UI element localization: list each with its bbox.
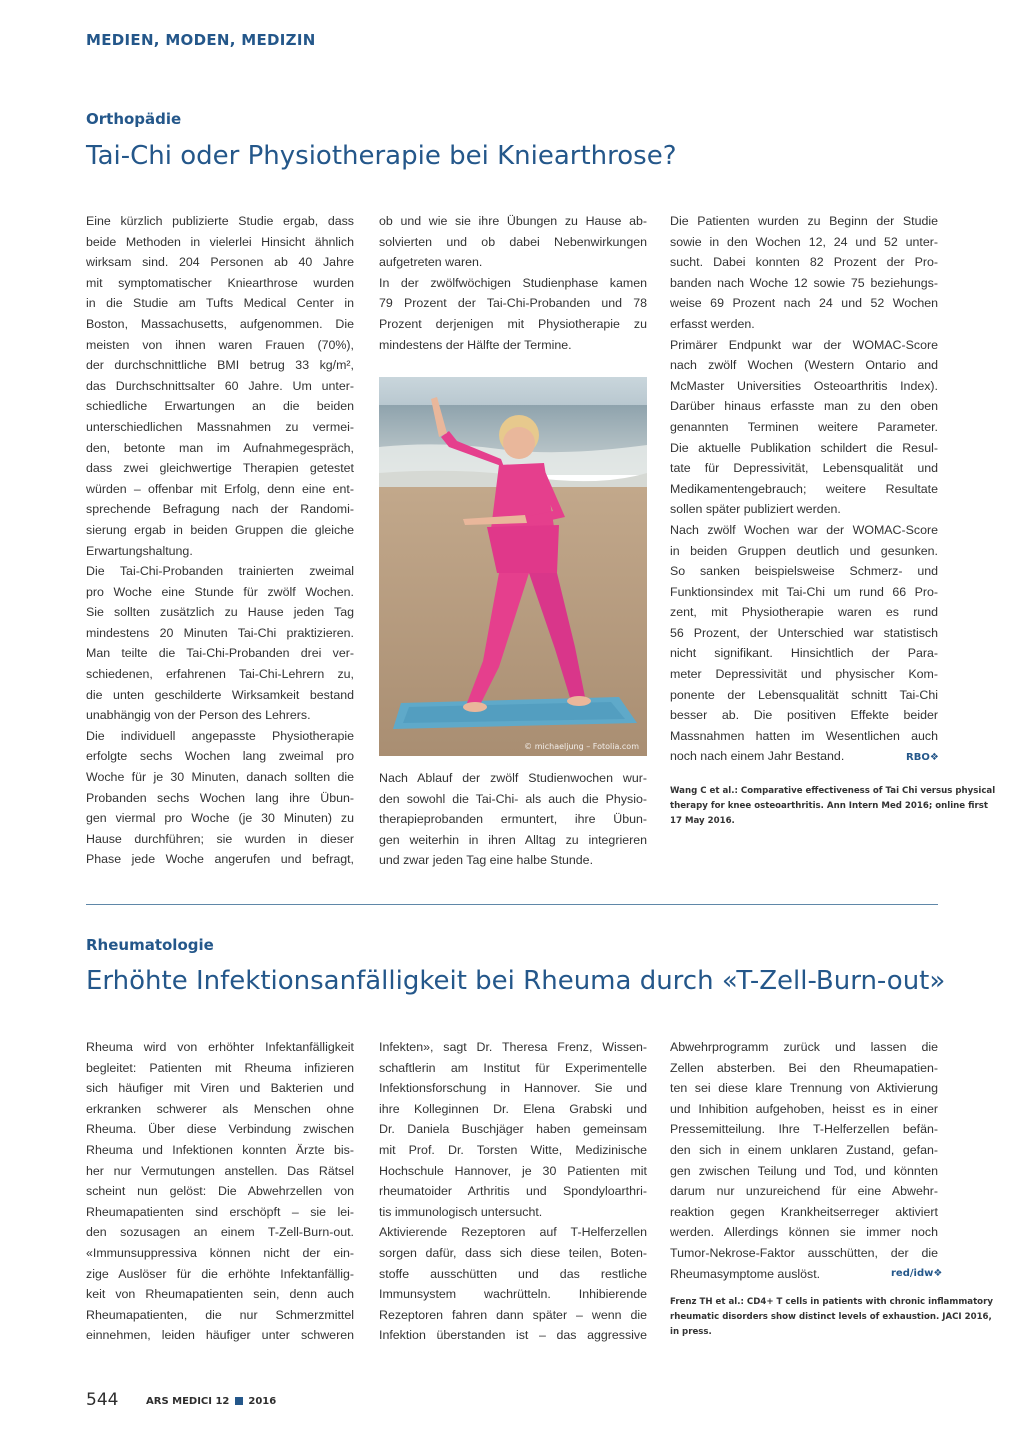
text-line: ponente der Lebensqualität schnitt Tai-Chi bbox=[670, 687, 938, 702]
text-line: Infektionsforschung in Hannover. Sie und bbox=[379, 1081, 647, 1096]
article1-column-2-top bbox=[379, 211, 647, 355]
text-line: erfolgte sechs Wochen lang zweimal pro bbox=[86, 749, 354, 764]
text-line: unabhängig von der Person des Lehrers. bbox=[86, 708, 311, 723]
text-line: dass zwei gleichwertige Therapien getestet bbox=[86, 461, 354, 476]
article1-column-1 bbox=[86, 211, 354, 870]
text-line: Massnahmen hatten im Wesentlichen auch bbox=[670, 728, 938, 743]
text-line: therapieprobanden ermuntert, ihre Übun- bbox=[379, 812, 647, 827]
photo-credit: © michaeljung – Fotolia.com bbox=[524, 742, 639, 751]
text-line: schaftlerin am Institut für Experimentelle bbox=[379, 1060, 647, 1075]
text-line: Aktivierende Rezeptoren auf T-Helferzellen bbox=[379, 1225, 647, 1240]
text-line: Funktionsindex mit Tai-Chi um rund 66 Pro- bbox=[670, 584, 938, 599]
text-line: Boston, Massachusetts, aufgenommen. Die bbox=[86, 316, 354, 331]
text-line: Rheuma wird von erhöhter Infektanfälligkeit bbox=[86, 1040, 354, 1054]
text-line: in beiden Gruppen deutlich und gesunken. bbox=[670, 543, 938, 558]
text-line: aufgetreten waren. bbox=[379, 255, 483, 270]
text-line: erfasst werden. bbox=[670, 316, 755, 331]
text-line: «Immunsuppressiva können nicht der ein- bbox=[86, 1245, 354, 1260]
article1-signature: RBO❖ bbox=[906, 752, 939, 763]
text-line: therapy for knee osteoarthritis. Ann Intern Med 2016; online first bbox=[670, 801, 988, 811]
article2-column-1 bbox=[86, 1037, 354, 1346]
text-line: Infekten», sagt Dr. Theresa Frenz, Wissen- bbox=[379, 1040, 647, 1054]
text-line: die unten geschilderte Wirksamkeit bestand bbox=[86, 687, 354, 702]
text-line: Hause durchführen; sie wurden in dieser bbox=[86, 831, 354, 846]
text-line: Nach Ablauf der zwölf Studienwochen wur- bbox=[379, 771, 647, 785]
text-line: Woche für je 30 Minuten, danach sollten die bbox=[86, 770, 354, 785]
text-line: Medikamentengebrauch; weitere Resultate bbox=[670, 481, 938, 496]
text-line: nach zwölf Wochen (Western Ontario and bbox=[670, 358, 938, 373]
text-line: rheumatoider Arthritis und Spondyloarthri- bbox=[379, 1184, 647, 1199]
text-line: In der zwölfwöchigen Studienphase kamen bbox=[379, 275, 647, 290]
article2-reference bbox=[670, 1295, 993, 1340]
text-line: tate für Depressivität, Lebensqualität und bbox=[670, 461, 938, 476]
magazine-issue: ARS MEDICI 12 2016 bbox=[146, 1396, 277, 1407]
article1-column-2-bottom bbox=[379, 768, 647, 871]
text-line: noch nach einem Jahr Bestand. bbox=[670, 749, 845, 764]
text-line: genannten Terminen weitere Parameter. bbox=[670, 419, 938, 434]
text-line: Prozent derjenigen mit Physiotherapie zu bbox=[379, 316, 647, 331]
text-line: sprechende Befragung nach der Randomi- bbox=[86, 502, 354, 517]
text-line: 56 Prozent, der Unterschied war statistisch bbox=[670, 625, 938, 640]
text-line: Rheuma. Über diese Verbindung zwischen bbox=[86, 1122, 354, 1137]
text-line: unterschiedlichen Massnahmen zu vermei- bbox=[86, 419, 354, 434]
text-line: meisten von ihnen waren Frauen (70%), bbox=[86, 337, 354, 352]
article2-column-2 bbox=[379, 1037, 647, 1346]
article2-signature: red/idw❖ bbox=[891, 1268, 943, 1279]
section-header: MEDIEN, MODEN, MEDIZIN bbox=[86, 31, 316, 49]
square-separator-icon bbox=[235, 1397, 243, 1405]
text-line: Nach zwölf Wochen war der WOMAC-Score bbox=[670, 522, 938, 537]
text-line: mit symptomatischer Kniearthrose wurden bbox=[86, 275, 354, 290]
article1-title: Tai-Chi oder Physiotherapie bei Kniearthrose? bbox=[86, 141, 677, 171]
text-line: nicht signifikant. Hinsichtlich der Para- bbox=[670, 646, 938, 661]
page-number: 544 bbox=[86, 1390, 119, 1410]
text-line: keit von Rheumapatienten sein, denn auch bbox=[86, 1287, 354, 1302]
text-line: Die individuell angepasste Physiotherapie bbox=[86, 728, 354, 743]
text-line: Die Patienten wurden zu Beginn der Studie bbox=[670, 214, 938, 228]
text-line: Darüber hinaus erfasste man zu den oben bbox=[670, 399, 938, 414]
text-line: schiedenen, erfahrenen Tai-Chi-Lehrern zu, bbox=[86, 667, 354, 682]
text-line: mindestens 20 Minuten Tai-Chi praktizieren. bbox=[86, 625, 354, 640]
text-line: und Inhibition aufgehoben, heisst es in einer bbox=[670, 1101, 938, 1116]
text-line: erkranken schwerer als Menschen ohne bbox=[86, 1101, 354, 1116]
text-line: rheumatic disorders show distinct levels of exhaustion. JACI 2016, bbox=[670, 1312, 992, 1322]
section-divider bbox=[86, 904, 938, 905]
text-line: mit Prof. Dr. Torsten Witte, Medizinische bbox=[379, 1142, 647, 1157]
text-line: tis immunologisch untersucht. bbox=[379, 1204, 543, 1219]
text-line: reaktion gegen Krankheitserreger aktiviert bbox=[670, 1204, 938, 1219]
text-line: 79 Prozent der Tai-Chi-Probanden und 78 bbox=[379, 296, 647, 311]
text-line: sierung ergab in beiden Gruppen die gleiche bbox=[86, 522, 354, 537]
text-line: Rheumapatienten sind erschöpft – sie lei- bbox=[86, 1204, 354, 1219]
text-line: sorgen dafür, dass sich diese teilen, Boten- bbox=[379, 1245, 647, 1260]
text-line: den sich in einem unklaren Zustand, gefan- bbox=[670, 1142, 938, 1157]
text-line: wirksam sind. 204 Personen ab 40 Jahre bbox=[86, 255, 354, 270]
text-line: einnehmen, leiden häufiger unter schweren bbox=[86, 1328, 354, 1343]
text-line: Pressemitteilung. Ihre T-Helferzellen befän- bbox=[670, 1122, 938, 1137]
text-line: Abwehrprogramm zurück und lassen die bbox=[670, 1040, 938, 1054]
text-line: zent, mit Physiotherapie waren es rund bbox=[670, 605, 938, 620]
beach-tai-chi-image bbox=[379, 377, 647, 756]
text-line: meter Depressivität und physischer Kom- bbox=[670, 667, 938, 682]
text-line: Tumor-Nekrose-Faktor ausschütten, der die bbox=[670, 1245, 938, 1260]
text-line: pro Woche eine Stunde für zwölf Wochen. bbox=[86, 584, 354, 599]
text-line: stoffe ausschütten und das restliche bbox=[379, 1266, 647, 1281]
text-line: sucht. Dabei konnten 82 Prozent der Pro- bbox=[670, 255, 938, 270]
article2-column-3 bbox=[670, 1037, 938, 1284]
article1-reference bbox=[670, 784, 996, 829]
text-line: Rheumapatienten, die nur Schmerzmittel bbox=[86, 1307, 354, 1322]
text-line: den sozusagen an einem T-Zell-Burn-out. bbox=[86, 1225, 354, 1240]
text-line: gen weiterhin in ihren Alltag zu integrieren bbox=[379, 832, 647, 847]
text-line: Immunsystem wachrütteln. Inhibierende bbox=[379, 1287, 647, 1302]
text-line: Probanden sechs Wochen lang ihre Übun- bbox=[86, 790, 354, 805]
text-line: ihre Kolleginnen Dr. Elena Grabski und bbox=[379, 1101, 647, 1116]
text-line: Die Tai-Chi-Probanden trainierten zweimal bbox=[86, 564, 354, 579]
text-line: Dr. Daniela Buschjäger haben gemeinsam bbox=[379, 1122, 647, 1137]
article1-column-3 bbox=[670, 211, 938, 767]
text-line: ob und wie sie ihre Übungen zu Hause ab- bbox=[379, 214, 647, 228]
text-line: McMaster Universities Osteoarthritis Index). bbox=[670, 378, 938, 393]
text-line: gen viermal pro Woche (je 30 Minuten) zu bbox=[86, 811, 354, 826]
text-line: Infektion überstanden ist – das aggressive bbox=[379, 1328, 647, 1343]
text-line: sich häufiger mit Viren und Bakterien und bbox=[86, 1081, 354, 1096]
text-line: Phase jede Woche angerufen und befragt, bbox=[86, 852, 354, 867]
text-line: der durchschnittliche BMI betrug 33 kg/m², bbox=[86, 358, 354, 373]
text-line: Rheuma und Infektionen konnten Ärzte bis- bbox=[86, 1142, 354, 1157]
text-line: beide Methoden in vielerlei Hinsicht ähnlich bbox=[86, 234, 354, 249]
text-line: und zwar jeden Tag eine halbe Stunde. bbox=[379, 853, 594, 868]
text-line: 17 May 2016. bbox=[670, 816, 735, 826]
text-line: begleitet: Patienten mit Rheuma infizieren bbox=[86, 1060, 354, 1075]
text-line: Sie sollten zusätzlich zu Hause jeden Tag bbox=[86, 605, 354, 620]
text-line: Erwartungshaltung. bbox=[86, 543, 193, 558]
text-line: ten sei diese klare Trennung von Aktivierung bbox=[670, 1081, 938, 1096]
article1-kicker: Orthopädie bbox=[86, 110, 182, 128]
text-line: das Durchschnittsalter 60 Jahre. Um unter- bbox=[86, 378, 354, 393]
text-line: darum nur unzureichend für eine Abwehr- bbox=[670, 1184, 938, 1199]
text-line: her nur Vermutungen anstellen. Das Rätsel bbox=[86, 1163, 354, 1178]
article2-kicker: Rheumatologie bbox=[86, 936, 214, 954]
text-line: schiedliche Erwartungen an die beiden bbox=[86, 399, 354, 414]
text-line: den, betonte man im Aufnahmegespräch, bbox=[86, 440, 354, 455]
text-line: Rezeptoren fahren dann später – wenn die bbox=[379, 1307, 647, 1322]
text-line: besser ab. Die positiven Effekte beider bbox=[670, 708, 938, 723]
article2-title: Erhöhte Infektionsanfälligkeit bei Rheuma durch «T-Zell-Burn-out» bbox=[86, 966, 946, 996]
text-line: weise 69 Prozent nach 24 und 52 Wochen bbox=[670, 296, 938, 311]
text-line: scheint nun gelöst: Die Abwehrzellen von bbox=[86, 1184, 354, 1199]
text-line: solvierten und ob dabei Nebenwirkungen bbox=[379, 234, 647, 249]
text-line: Zellen absterben. Bei den Rheumapatien- bbox=[670, 1060, 938, 1075]
text-line: Man teilte die Tai-Chi-Probanden drei ver- bbox=[86, 646, 354, 661]
text-line: banden nach Woche 12 sowie 75 beziehungs- bbox=[670, 275, 938, 290]
text-line: sollen später publiziert werden. bbox=[670, 502, 841, 517]
text-line: sowie in den Wochen 12, 24 und 52 unter- bbox=[670, 234, 938, 249]
text-line: Wang C et al.: Comparative effectiveness of Tai Chi versus physical bbox=[670, 786, 996, 796]
text-line: in die Studie am Tufts Medical Center in bbox=[86, 296, 354, 311]
tai-chi-photo bbox=[379, 377, 647, 756]
text-line: gen zwischen Teilung und Tod, und könnten bbox=[670, 1163, 938, 1178]
text-line: Frenz TH et al.: CD4+ T cells in patients with chronic inflammatory bbox=[670, 1297, 993, 1307]
text-line: den sowohl die Tai-Chi- als auch die Physio- bbox=[379, 791, 647, 806]
text-line: werden. Allerdings können sie immer noch bbox=[670, 1225, 938, 1240]
text-line: Eine kürzlich publizierte Studie ergab, dass bbox=[86, 214, 354, 228]
text-line: in press. bbox=[670, 1327, 712, 1337]
text-line: So sanken beispielsweise Schmerz- und bbox=[670, 564, 938, 579]
text-line: würden – offenbar mit Erfolg, denn eine ent- bbox=[86, 481, 354, 496]
text-line: Die aktuelle Publikation schildert die Resul- bbox=[670, 440, 938, 455]
text-line: Primärer Endpunkt war der WOMAC-Score bbox=[670, 337, 938, 352]
text-line: Rheumasymptome auslöst. bbox=[670, 1266, 821, 1281]
text-line: mindestens der Hälfte der Termine. bbox=[379, 337, 572, 352]
text-line: zige Auslöser für die erhöhte Infektanfällig- bbox=[86, 1266, 354, 1281]
text-line: Hochschule Hannover, je 30 Patienten mit bbox=[379, 1163, 647, 1178]
